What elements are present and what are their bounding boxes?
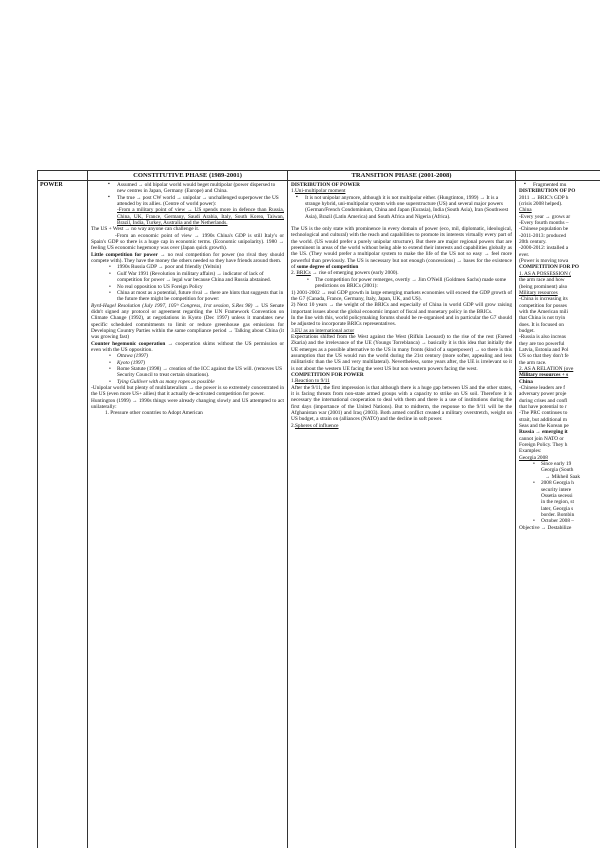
col2-prediction-1: 1) 2001-2002 → real GDP growth in large emerging markets economies will exceed the GDP growth of the G7 (Canada, France, Germany, Italy, Japan, UK, and US). <box>291 289 512 302</box>
col3-line-41: cannot join NATO or <box>519 435 564 442</box>
col1-us-west: The US + West → no way anyone can challenge it. <box>91 226 200 233</box>
col3-line-35: during crises and confl <box>519 397 568 404</box>
col3-line-11: -2000-2012: installed a <box>519 245 569 252</box>
col1-bullet-assumed: ▪ Assumed → old bipolar world would beget multipolar (power dispersed to new centres in Japan, Germany (Europe) and China. <box>117 182 284 195</box>
col1-rome-statute: • Rome Statute (1998) → creation of the ICC against the US will. (removes US Security Council to treat certain situations). <box>117 366 284 379</box>
col3-line-30: 2. AS A RELATION (ove <box>519 365 574 372</box>
col1-huntington: Huntington (1999) → 1990s things were already changing slowly and US attempted to act unilaterally: <box>91 397 284 411</box>
col2-distribution-heading: DISTRIBUTION OF POWER <box>291 182 360 188</box>
col3-line-46-text: Georgia (South <box>541 467 574 474</box>
col2-spheres: Spheres of influence <box>294 422 339 429</box>
col1-byrd-hagel-title: Byrd-Hagel Resolution (July 1997, 105ᵗʰ Congress, 1rst session, S.Res 98) <box>91 302 253 309</box>
col3-line-09: -2011-2013: produced <box>519 232 567 239</box>
col2-prediction-2: 2) Next 10 years → the weight of the BRICs and especially of China in world GDP will grow raising important issues about the global economic impact of fiscal and monetary policy in the BRICs. <box>291 302 512 315</box>
col3-line-53-text: border. Bombin <box>541 511 575 518</box>
power-row <box>38 181 600 848</box>
col2-num-2: 2. <box>291 270 295 277</box>
col3-line-06: -Every year → grows ar <box>519 213 571 220</box>
col3-line-47-text: → Mikheil Saak <box>545 473 581 480</box>
col2-brics-rise: → rise of emerging powers (early 2000). <box>312 270 399 277</box>
col3-line-05: China <box>519 207 532 214</box>
col1-counter-hegemonic <box>91 341 284 354</box>
col3-line-18: Military resources <box>519 289 558 296</box>
col1-byrd-hagel-text: → US Senate didn't signed any protocol or agreement regarding the UN Framework Convention on Climate Change (1992), at negotiations in Kyoto (Dec 1997) unless it mandates new specific scheduled commitments to limit or reduce greenhouse gas emissions for Developing Country Parties within the same compliance period → Talking about China (it was growing fast) <box>91 302 285 341</box>
col2-num-1: 1. <box>291 188 295 195</box>
col1-bullet-true <box>117 195 284 227</box>
comparison-table <box>37 170 600 848</box>
col3-line-54: • October 2008 – <box>541 518 600 524</box>
col2-us-only-state-text: The US is the only state with prominence in every domain of power (eco, mil, diplomatic, ideological, technological and cultural) with the reach and capabilities to promote its interests virtually every part of the world. (US would prefer a purely unipolar structure). But there are major regional powers that are preeminent in areas of the world without being able to extend their interests and capabilities globally as the US. (They would prefer a multipolar system to make the life of the US not so easy → feel more powerful than previously. The US is necessary but not enough (concessions) → bases for the existence of <box>291 226 512 271</box>
col1-little-competition-text: → no real competition for power (no rival they should compete with). They have the money the others needed so they have friends around them. <box>91 251 284 265</box>
col2-uni-multipolar: Uni-multipolar moment <box>294 188 346 195</box>
col2-eu: EU as an international actor <box>294 327 355 334</box>
col1-little-competition <box>91 252 284 265</box>
col3-line-39: Seas and the Korean pe <box>519 423 569 430</box>
col3-line-10: 20th century. <box>519 239 547 246</box>
header-constitutive-phase: CONSTITUTIVE PHASE (1989-2001) <box>88 171 288 181</box>
col1-tying-gulliver: • Tying Gulliver with as many ropes as possible <box>117 379 284 385</box>
col3-line-01: ▪ Fragmented mu <box>533 182 600 188</box>
col3-line-13: (Power is moving towa <box>519 258 569 265</box>
col3-line-14: COMPETITION FOR PO <box>519 264 580 271</box>
col2-num-4: 1. <box>291 378 295 385</box>
col3-line-08: -Chinese population be <box>519 226 569 233</box>
col1-bullet-true-text: The true → post CW world → unipolar → unchallenged superpower the US attended by its allies. (Centre of world power): <box>117 194 279 208</box>
col3-line-34: adversary power proje <box>519 391 567 398</box>
col1-ottawa: • Ottawa (1997) <box>117 353 284 359</box>
col1-counter-hegemonic-heading: Counter hegemonic cooperation <box>91 340 166 347</box>
col1-gulf-war: • Gulf War 1991 (Revolution in military affairs) → indicator of lack of competition for power → legal war because China and Russia abstained. <box>117 271 284 284</box>
col3-line-22: that China is not tryin <box>519 315 566 322</box>
col3-line-27: Latvia, Estonia and Pol <box>519 346 569 353</box>
col3-line-20: competition for posses <box>519 302 567 309</box>
col3-line-23: does. It is focused on <box>519 321 564 328</box>
col2-spheres-heading <box>291 423 512 429</box>
col1-kyoto: • Kyoto (1997) <box>117 360 284 366</box>
col3-line-31: Military resources + s <box>519 372 569 379</box>
col2-competition-heading: COMPETITION FOR POWER <box>291 371 364 378</box>
col2-brics: BRICs <box>296 270 311 277</box>
col3-line-32: China <box>519 378 533 385</box>
col3-line-04: (crisis 2008 helped). <box>519 201 563 208</box>
col3-line-43: Examples: <box>519 448 542 455</box>
col3-line-38: strait, but additional m <box>519 416 567 423</box>
col2-reaction: Reaction to 9/11 <box>294 378 330 385</box>
header-next-phase <box>516 171 600 181</box>
col3-line-26: they are too powerful <box>519 340 565 347</box>
col1-byrd-hagel <box>91 303 284 341</box>
col2-num-5: 2. <box>291 422 295 429</box>
col3-line-51-text: in the region, st <box>541 499 574 506</box>
col1-little-competition-heading: Little competition for power <box>91 251 158 258</box>
col3-line-19: -China is increasing its <box>519 296 568 303</box>
col2-num-3: 3. <box>291 327 295 334</box>
col3-line-33: -Chinese leaders are f <box>519 385 566 391</box>
col3-line-40: Russia → emerging it <box>519 429 568 436</box>
col3-line-50-text: Ossetia secessi <box>541 492 573 499</box>
col3-line-03: 2011 → BRIC's GDP h <box>519 194 569 201</box>
col3-line-12: ever. <box>519 251 530 258</box>
col3-line-28: US so that they don't fe <box>519 353 569 360</box>
transition-cell <box>288 181 516 848</box>
col3-line-21: with the American mili <box>519 308 568 315</box>
col3-line-48: • 2008 Georgia h <box>541 480 600 486</box>
col2-forums: In the line with this, world policymaking forums should be re-organised and in particular the G7 should be adjusted to incorporate BRICs representatives. <box>291 314 512 328</box>
col3-line-24: budget. <box>519 327 535 334</box>
header-blank <box>38 171 88 181</box>
col3-line-36: that have potential to r <box>519 404 567 411</box>
col2-expectations: Expectations shifted from the West against the West (Rifkin Leonard) to the rise of the rest (Fareed Zkaria) and the irrelevance of the UE (Youngs Torreblanca) → basically it is this idea that initially the UE emerges as a possible alternative to the US in many fronts (kind of a superpower) → so there is this assumption that the US would run the world during the 21st century (more softer, appealing and less militaristic than the US and very multilateral). Nevertheless, some years after, the UE is irrelevant so it is not about the western UE facing the west US but non western powers facing the west. <box>291 333 512 372</box>
col2-some-competition: some degree of competition <box>296 264 359 271</box>
header-transition-phase: TRANSITION PHASE (2001-2008) <box>288 171 516 181</box>
col1-economic-pov: -From an economic point of view → 1990s China's GDP is still Italy's or Spain's GDP so there is a huge cap in economic terms. (Economic unipolarity). 1980 → feeling US economic hegemony was over (Japan quick growth). <box>91 232 284 252</box>
col3-line-25: -Russia is also increas <box>519 334 566 341</box>
col2-after-911: After the 9/11, the first impression is that although there is a huge gap between US and the other states, it is facing threats from non-state armed groups with a capacity to strike on US soil. Therefore it is necessary the international cooperation to deal with them and there is a use of institutions during the first days (importance of the United Nations). But to midterm, the response to the 9/11 will be the Afghanistan war (2001) and Iraq (2003). Both armed conflict created a military overstretch, weight on US budget, a strain on (alliances (NATO) and the decline in soft power. <box>291 384 512 423</box>
row-label-cell <box>38 181 88 848</box>
col3-line-16: the arm race and how <box>519 277 565 284</box>
col3-line-42: Foreign Policy. They h <box>519 442 568 449</box>
col3-line-52-text: later, Georgia s <box>541 505 574 512</box>
next-phase-cell <box>516 181 600 848</box>
col2-us-only-state <box>291 226 512 270</box>
col3-line-15: 1. AS A POSSESSION ( <box>519 270 571 277</box>
col1-pressure: 1. Pressure other countries to Adopt American <box>105 410 203 417</box>
col3-line-29: the arm race. <box>519 359 547 366</box>
col1-china-rival: • China at most as a potential, future rival → there are hints that suggests that in the future there might be competition for power: <box>117 290 284 303</box>
col1-military-pov: -From a military point of view → US spends more in defence than Russia, China, UK, France, Germany, Saudi Arabia, Italy, South Korea, Taiwan, Brazil, India, Turkey, Australia and the Netherlands. <box>117 207 284 227</box>
header-row <box>38 171 600 181</box>
col2-not-unipolar: ▪ It is not unipolar anymore, although it is not multipolar either. (Hungtinton, 1999) → It is a strange hybrid, uni-multipolar system with one superstructure (US) and several major powers (German/French Condominium, China and Japan (Eurasia), India (South Asia), Iran (Southwest Asia), Brazil (Latin America) and South Africa and Nigeria (Africa). <box>305 195 512 220</box>
col3-line-45: • Since early 19 <box>541 461 600 467</box>
col1-unipolar-multilateralism: -Unipolar world but plenty of multilateralism → the power is so extremely concentrated in the US (even more US+ allies) that it actually de-activated competition for power. <box>91 385 284 398</box>
col3-line-37: -The PRC continues to <box>519 410 568 417</box>
col3-line-44: Georgia 2008 <box>519 454 548 461</box>
col3-line-07: -Every fourth months – <box>519 220 569 227</box>
row-label-power: POWER <box>40 182 63 188</box>
col1-counter-hegemonic-text: → cooperation skims without the US permission or even with the US opposition. <box>91 340 284 353</box>
col1-no-opposition: • No real opposition to US Foreign Policy <box>117 284 284 290</box>
col1-russia-gdp: • 1990s Russia GDP → poor and friendly (Yeltsin) <box>117 264 284 270</box>
col3-line-55: Objective → Destabilize <box>519 524 572 531</box>
col3-line-49-text: security intere <box>541 486 572 493</box>
col2-oneill: • The competition for power remerges, overtly → Jim O'Neill (Goldmen Sachs) made some predictions on BRICs (2001): <box>315 277 512 290</box>
col3-line-02: DISTRIBUTION OF PO <box>519 188 576 195</box>
constitutive-cell <box>88 181 288 848</box>
col3-line-17: (being prominent) also <box>519 283 568 290</box>
